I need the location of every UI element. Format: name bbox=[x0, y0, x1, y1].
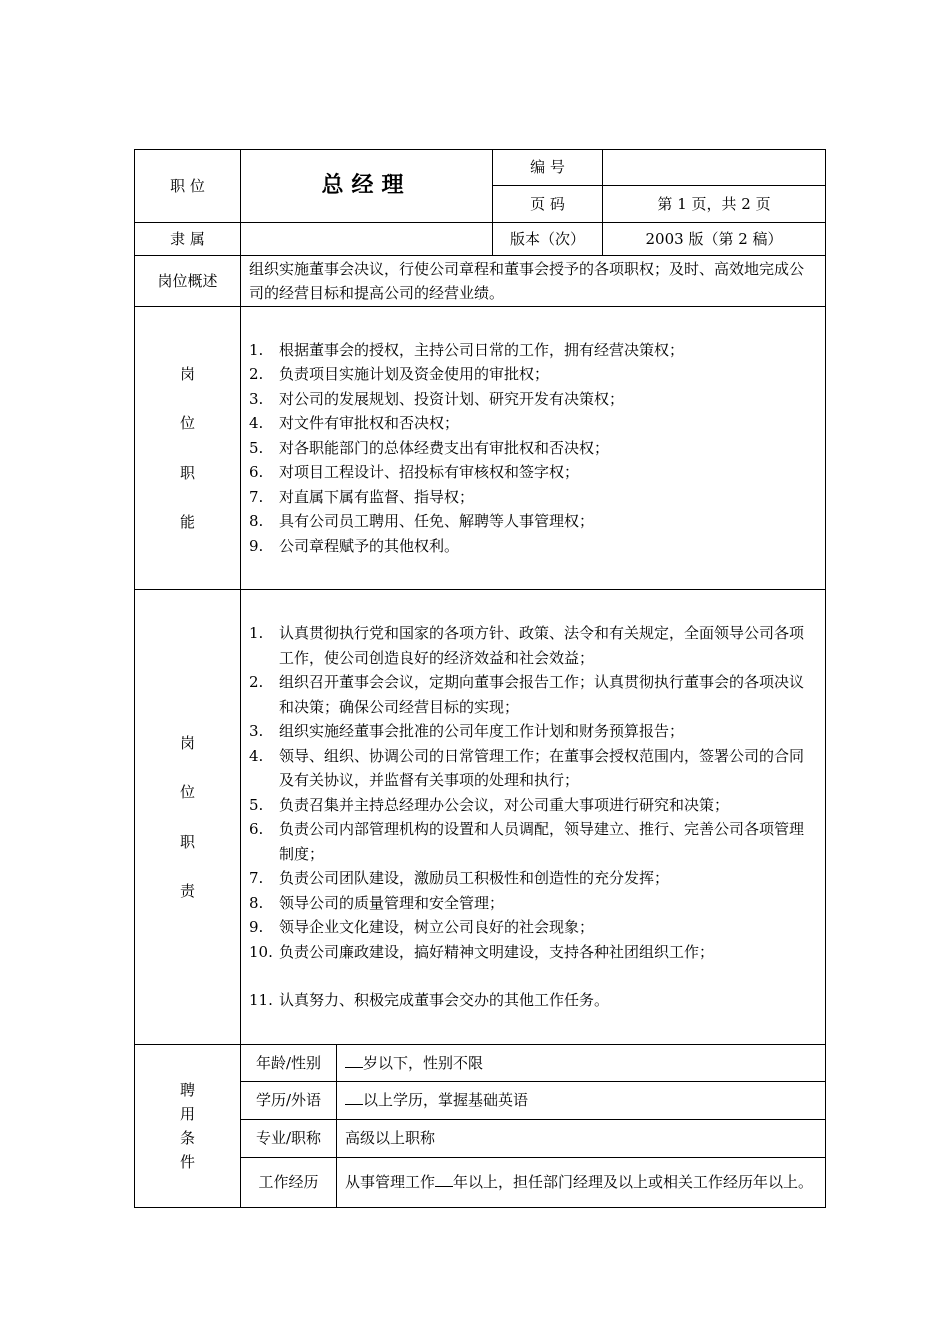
functions-list-cell bbox=[241, 307, 826, 590]
item-text: 公司章程赋予的其他权利。 bbox=[279, 536, 460, 555]
functions-label-char: 职 bbox=[179, 463, 195, 482]
experience-label: 工作经历 bbox=[241, 1158, 337, 1208]
list-item bbox=[249, 793, 817, 818]
hiring-label-char: 聘 bbox=[179, 1081, 195, 1099]
version-value: 2003 版（第 2 稿） bbox=[603, 223, 826, 256]
version-label: 版本（次） bbox=[493, 223, 603, 256]
item-number: 11. bbox=[249, 991, 273, 1010]
item-text: 领导公司的质量管理和安全管理； bbox=[279, 893, 505, 912]
item-text: 对公司的发展规划、投资计划、研究开发有决策权； bbox=[279, 389, 625, 408]
item-text: 负责公司团队建设，激励员工积极性和创造性的充分发挥； bbox=[279, 869, 670, 888]
item-number: 2. bbox=[249, 365, 264, 384]
list-item bbox=[249, 940, 817, 965]
duties-list bbox=[249, 621, 817, 1013]
functions-label-char: 岗 bbox=[179, 364, 195, 383]
list-item bbox=[249, 387, 817, 412]
item-number: 3. bbox=[249, 389, 264, 408]
list-item bbox=[249, 817, 817, 866]
duties-label-char: 岗 bbox=[179, 733, 195, 752]
duties-label-char: 位 bbox=[179, 783, 195, 801]
age-value: 岁以下，性别不限 bbox=[363, 1053, 484, 1072]
item-number: 2. bbox=[249, 673, 264, 692]
duties-label-char: 职 bbox=[179, 832, 195, 851]
duties-label-char: 责 bbox=[179, 882, 195, 900]
item-number: 7. bbox=[249, 487, 264, 506]
list-item bbox=[249, 891, 817, 916]
overview-text: 组织实施董事会决议，行使公司章程和董事会授予的各项职权；及时、高效地完成公司的经营目标和提高公司的经营业绩。 bbox=[241, 256, 826, 307]
item-text: 组织实施经董事会批准的公司年度工作计划和财务预算报告； bbox=[279, 722, 685, 741]
item-text: 对直属下属有监督、指导权； bbox=[279, 487, 475, 506]
page-value: 第 1 页，共 2 页 bbox=[603, 186, 826, 223]
list-item bbox=[249, 534, 817, 559]
item-text: 负责项目实施计划及资金使用的审批权； bbox=[279, 365, 550, 384]
item-text: 认真贯彻执行党和国家的各项方针、政策、法令和有关规定，全面领导公司各项工作，使公司创造良好的经济效益和社会效益； bbox=[279, 624, 805, 667]
item-text: 具有公司员工聘用、任免、解聘等人事管理权； bbox=[279, 512, 595, 531]
code-value bbox=[603, 150, 826, 186]
item-text: 认真努力、积极完成董事会交办的其他工作任务。 bbox=[279, 991, 610, 1010]
item-text: 领导、组织、协调公司的日常管理工作；在董事会授权范围内，签署公司的合同及有关协议，并监督有关事项的处理和执行； bbox=[279, 746, 805, 790]
item-text: 对文件有审批权和否决权； bbox=[279, 414, 460, 433]
item-number: 3. bbox=[249, 722, 264, 741]
list-item bbox=[249, 362, 817, 387]
affiliation-label: 隶 属 bbox=[135, 223, 241, 256]
list-item bbox=[249, 436, 817, 461]
functions-label bbox=[135, 307, 241, 590]
item-number: 9. bbox=[249, 536, 264, 555]
item-number: 8. bbox=[249, 512, 264, 531]
experience-value-cell bbox=[337, 1158, 826, 1208]
major-label: 专业/职称 bbox=[241, 1120, 337, 1158]
experience-value-after: 年以上，担任部门经理及以上或相关工作经历年以上。 bbox=[453, 1173, 814, 1192]
hiring-label-char: 用 bbox=[179, 1105, 195, 1123]
hiring-label-char: 件 bbox=[179, 1153, 195, 1171]
item-text: 组织召开董事会会议，定期向董事会报告工作；认真贯彻执行董事会的各项决议和决策；确保公司经营目标的实现； bbox=[279, 673, 805, 716]
functions-label-char: 位 bbox=[179, 414, 195, 432]
item-text: 领导企业文化建设，树立公司良好的社会现象； bbox=[279, 918, 595, 937]
item-number: 6. bbox=[249, 820, 264, 839]
age-label: 年龄/性别 bbox=[241, 1045, 337, 1082]
item-number: 10. bbox=[249, 942, 273, 961]
hiring-label bbox=[135, 1045, 241, 1208]
functions-list bbox=[249, 338, 817, 559]
blank-underline bbox=[435, 1172, 453, 1187]
item-text: 根据董事会的授权，主持公司日常的工作，拥有经营决策权； bbox=[279, 340, 685, 359]
item-number: 7. bbox=[249, 869, 264, 888]
hiring-label-char: 条 bbox=[179, 1129, 195, 1147]
list-item bbox=[249, 338, 817, 363]
functions-label-char: 能 bbox=[179, 513, 195, 531]
list-item bbox=[249, 411, 817, 436]
education-value-cell bbox=[337, 1082, 826, 1120]
job-description-table bbox=[134, 149, 826, 1208]
item-number: 1. bbox=[249, 624, 264, 643]
list-item bbox=[249, 719, 817, 744]
item-number: 5. bbox=[249, 438, 264, 457]
list-item bbox=[249, 915, 817, 940]
item-number: 4. bbox=[249, 746, 264, 765]
item-text: 负责公司廉政建设，搞好精神文明建设，支持各种社团组织工作； bbox=[279, 942, 715, 961]
blank-underline bbox=[345, 1053, 363, 1068]
item-number: 9. bbox=[249, 918, 264, 937]
item-text: 对项目工程设计、招投标有审核权和签字权； bbox=[279, 463, 580, 482]
position-title: 总经理 bbox=[241, 150, 493, 223]
education-label: 学历/外语 bbox=[241, 1082, 337, 1120]
list-item bbox=[249, 509, 817, 534]
item-text: 负责召集并主持总经理办公会议，对公司重大事项进行研究和决策； bbox=[279, 795, 730, 814]
item-number: 8. bbox=[249, 893, 264, 912]
education-value: 以上学历，掌握基础英语 bbox=[363, 1091, 529, 1110]
list-item bbox=[249, 744, 817, 793]
major-value: 高级以上职称 bbox=[337, 1120, 826, 1158]
position-label: 职 位 bbox=[135, 150, 241, 223]
code-label: 编 号 bbox=[493, 150, 603, 186]
job-description-document bbox=[134, 149, 825, 1208]
item-number: 4. bbox=[249, 414, 264, 433]
item-number: 1. bbox=[249, 340, 264, 359]
item-text: 对各职能部门的总体经费支出有审批权和否决权； bbox=[279, 438, 610, 457]
list-item bbox=[249, 460, 817, 485]
list-item bbox=[249, 485, 817, 510]
list-item bbox=[249, 621, 817, 670]
item-number: 6. bbox=[249, 463, 264, 482]
overview-label: 岗位概述 bbox=[135, 256, 241, 307]
affiliation-value bbox=[241, 223, 493, 256]
list-item bbox=[249, 988, 817, 1013]
duties-list-cell bbox=[241, 590, 826, 1045]
list-item bbox=[249, 670, 817, 719]
duties-label bbox=[135, 590, 241, 1045]
item-text: 负责公司内部管理机构的设置和人员调配，领导建立、推行、完善公司各项管理制度； bbox=[279, 820, 805, 863]
age-value-cell bbox=[337, 1045, 826, 1082]
list-item bbox=[249, 866, 817, 891]
blank-underline bbox=[345, 1090, 363, 1105]
item-number: 5. bbox=[249, 795, 264, 814]
page-label: 页 码 bbox=[493, 186, 603, 223]
experience-value-before: 从事管理工作 bbox=[345, 1173, 436, 1192]
